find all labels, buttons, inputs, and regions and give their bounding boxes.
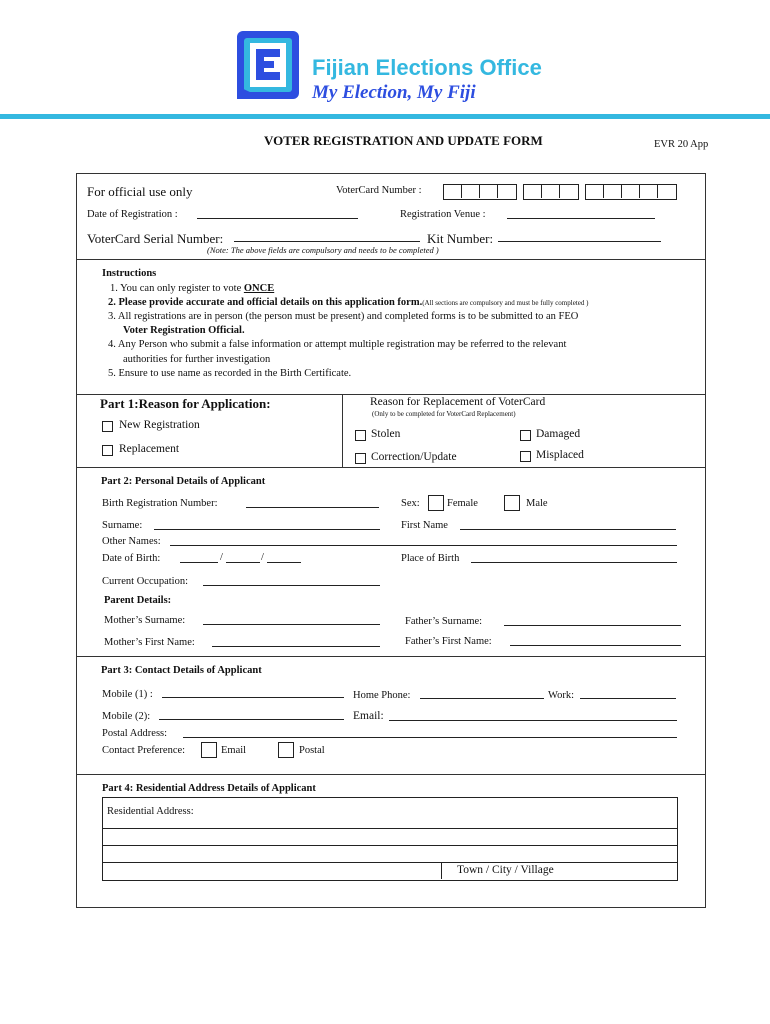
other-names-field[interactable] <box>170 545 677 546</box>
tagline: My Election, My Fiji <box>312 82 476 103</box>
birth-reg-label: Birth Registration Number: <box>102 498 218 509</box>
form-title: VOTER REGISTRATION AND UPDATE FORM <box>264 133 543 148</box>
dob-month-field[interactable] <box>226 562 260 563</box>
stolen-checkbox[interactable] <box>355 430 366 441</box>
kit-number-label: Kit Number: <box>427 231 494 246</box>
surname-label: Surname: <box>102 520 143 531</box>
father-first-label: Father’s First Name: <box>405 636 492 647</box>
dob-year-field[interactable] <box>267 562 301 563</box>
replacement-label: Replacement <box>119 443 180 455</box>
mobile2-label: Mobile (2): <box>102 711 151 722</box>
registration-venue-field[interactable] <box>507 218 655 219</box>
birth-reg-field[interactable] <box>246 507 379 508</box>
org-name: Fijian Elections Office <box>312 55 542 80</box>
divider <box>76 467 705 468</box>
instruction-item-5: 5. Ensure to use name as recorded in the Birth Certificate. <box>108 368 352 379</box>
pref-email-label: Email <box>221 745 247 756</box>
official-heading: For official use only <box>87 184 193 199</box>
pref-postal-label: Postal <box>299 745 325 756</box>
divider <box>76 259 705 260</box>
dob-separator: / <box>261 552 264 563</box>
part1-vertical-divider <box>342 394 343 467</box>
instruction-item-2-text: 2. Please provide accurate and official details on this application form. <box>108 297 423 308</box>
official-note: (Note: The above fields are compulsory and needs to be completed ) <box>207 245 439 255</box>
correction-checkbox[interactable] <box>355 453 366 464</box>
first-name-label: First Name <box>401 520 448 531</box>
serial-number-label: VoterCard Serial Number: <box>87 231 224 246</box>
pref-email-checkbox[interactable] <box>201 742 217 758</box>
instruction-item-3: 3. All registrations are in person (the person must be present) and completed forms is to be submitted to an FEO <box>108 311 579 322</box>
new-registration-label: New Registration <box>119 419 200 431</box>
divider <box>76 394 705 395</box>
date-of-registration-label: Date of Registration : <box>87 209 178 220</box>
father-surname-label: Father’s Surname: <box>405 616 483 627</box>
replacement-note: (Only to be completed for VoterCard Replacement) <box>372 410 516 418</box>
mobile2-field[interactable] <box>159 719 344 720</box>
instruction-item-3-cont: Voter Registration Official. <box>123 325 245 336</box>
place-of-birth-label: Place of Birth <box>401 553 460 564</box>
votercard-number-label: VoterCard Number : <box>336 185 422 196</box>
replacement-checkbox[interactable] <box>102 445 113 456</box>
home-phone-field[interactable] <box>420 698 544 699</box>
part1-heading: Part 1:Reason for Application: <box>100 396 271 411</box>
mother-surname-label: Mother’s Surname: <box>104 615 186 626</box>
email-field[interactable] <box>389 720 677 721</box>
registration-venue-label: Registration Venue : <box>400 209 486 220</box>
divider <box>76 774 705 775</box>
kit-number-field[interactable] <box>498 241 661 242</box>
residential-field-line3[interactable] <box>102 862 678 863</box>
damaged-checkbox[interactable] <box>520 430 531 441</box>
town-label: Town / City / Village <box>457 864 554 876</box>
instruction-item-1-text: 1. You can only register to vote <box>110 283 244 294</box>
dob-label: Date of Birth: <box>102 553 161 564</box>
occupation-label: Current Occupation: <box>102 576 189 587</box>
part2-heading: Part 2: Personal Details of Applicant <box>101 476 266 487</box>
female-label: Female <box>447 498 478 509</box>
home-phone-label: Home Phone: <box>353 690 411 701</box>
instruction-item-1-emphasis: ONCE <box>243 283 275 294</box>
other-names-label: Other Names: <box>102 536 161 547</box>
dob-day-field[interactable] <box>180 562 218 563</box>
instruction-item-2-note: (All sections are compulsory and must be fully completed ) <box>422 299 589 307</box>
male-label: Male <box>526 498 548 509</box>
instruction-item-1 <box>110 283 274 294</box>
mobile1-field[interactable] <box>162 697 344 698</box>
replacement-heading: Reason for Replacement of VoterCard <box>370 396 546 408</box>
new-registration-checkbox[interactable] <box>102 421 113 432</box>
residential-field-line2[interactable] <box>102 845 678 846</box>
instruction-item-4: 4. Any Person who submit a false information or attempt multiple registration may be referred to the relevant <box>108 339 567 350</box>
misplaced-label: Misplaced <box>536 449 584 461</box>
date-of-registration-field[interactable] <box>197 218 358 219</box>
contact-pref-label: Contact Preference: <box>102 745 186 756</box>
dob-separator: / <box>220 552 223 563</box>
father-surname-field[interactable] <box>504 625 681 626</box>
damaged-label: Damaged <box>536 428 581 440</box>
residential-label: Residential Address: <box>107 806 194 817</box>
votercard-number-boxes[interactable] <box>443 184 677 200</box>
instruction-item-2 <box>108 297 588 308</box>
work-field[interactable] <box>580 698 676 699</box>
sex-label: Sex: <box>401 498 420 509</box>
female-checkbox[interactable] <box>428 495 444 511</box>
occupation-field[interactable] <box>203 585 380 586</box>
postal-field[interactable] <box>183 737 677 738</box>
header-accent-bar <box>0 114 770 119</box>
residential-field-line1[interactable] <box>102 828 678 829</box>
place-of-birth-field[interactable] <box>471 562 677 563</box>
email-label: Email: <box>353 710 384 722</box>
stolen-label: Stolen <box>371 428 401 440</box>
work-label: Work: <box>548 690 574 701</box>
surname-field[interactable] <box>154 529 380 530</box>
pref-postal-checkbox[interactable] <box>278 742 294 758</box>
instructions-heading: Instructions <box>102 268 157 279</box>
misplaced-checkbox[interactable] <box>520 451 531 462</box>
divider <box>76 656 705 657</box>
mother-surname-field[interactable] <box>203 624 380 625</box>
mobile1-label: Mobile (1) : <box>102 689 153 700</box>
correction-label: Correction/Update <box>371 451 457 463</box>
father-first-field[interactable] <box>510 645 681 646</box>
mother-first-field[interactable] <box>212 646 380 647</box>
parent-heading: Parent Details: <box>104 595 172 606</box>
postal-label: Postal Address: <box>102 728 168 739</box>
mother-first-label: Mother’s First Name: <box>104 637 195 648</box>
part3-heading: Part 3: Contact Details of Applicant <box>101 665 262 676</box>
first-name-field[interactable] <box>460 529 676 530</box>
instruction-item-4-cont: authorities for further investigation <box>123 354 271 365</box>
male-checkbox[interactable] <box>504 495 520 511</box>
part4-heading: Part 4: Residential Address Details of Applicant <box>102 783 316 794</box>
serial-number-field[interactable] <box>234 241 420 242</box>
form-code: EVR 20 App <box>654 139 709 150</box>
fijian-elections-logo <box>235 31 301 101</box>
town-divider <box>441 862 442 879</box>
